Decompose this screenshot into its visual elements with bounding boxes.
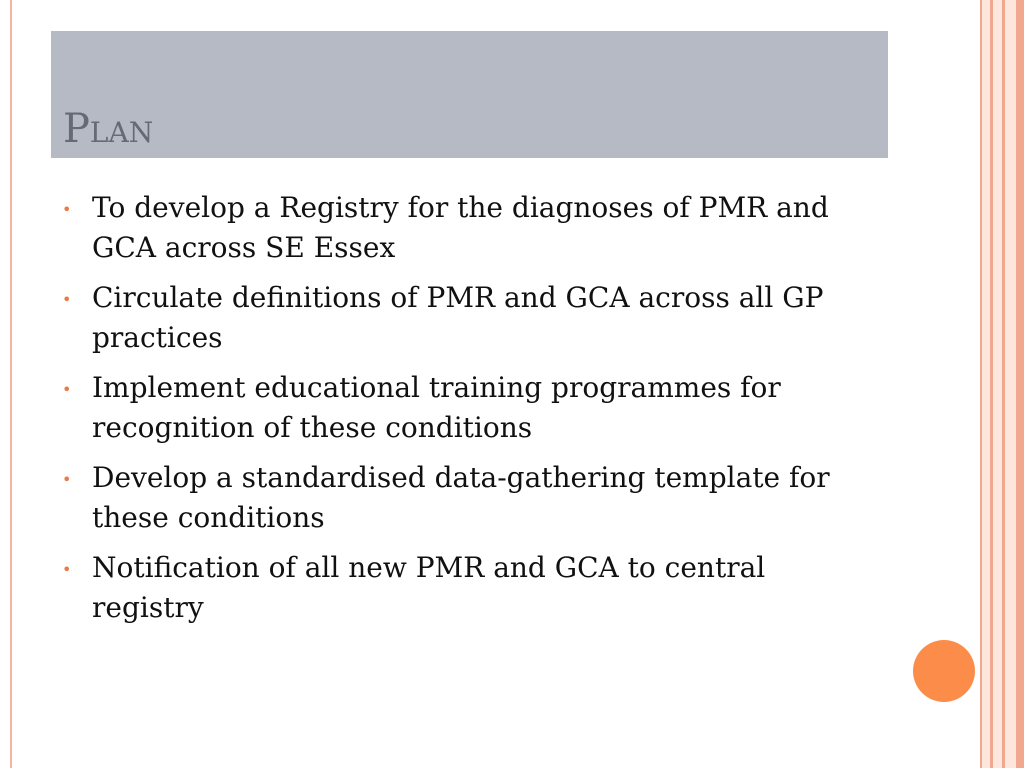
right-decorative-stripes	[980, 0, 1024, 768]
bullet-item	[62, 188, 882, 268]
slide-title: Plan	[63, 106, 154, 152]
bullet-item	[62, 548, 882, 628]
left-border-rule	[10, 0, 12, 768]
bullet-text: To develop a Registry for the diagnoses of PMR and GCA across SE Essex	[92, 191, 829, 264]
bullet-text: Implement educational training programmes for recognition of these conditions	[92, 371, 781, 444]
bullet-icon: •	[62, 200, 72, 219]
title-band	[51, 31, 888, 158]
bullet-icon: •	[62, 290, 72, 309]
stripe	[990, 0, 993, 768]
bullet-icon: •	[62, 470, 72, 489]
stripe	[1016, 0, 1024, 768]
orange-circle-decoration	[913, 640, 975, 702]
bullet-icon: •	[62, 560, 72, 579]
stripe	[980, 0, 982, 768]
bullet-text: Circulate definitions of PMR and GCA across all GP practices	[92, 281, 824, 354]
bullet-text: Notification of all new PMR and GCA to central registry	[92, 551, 766, 624]
bullet-item	[62, 458, 882, 538]
bullet-item	[62, 278, 882, 358]
stripe	[1002, 0, 1005, 768]
bullet-icon: •	[62, 380, 72, 399]
bullet-list	[62, 188, 882, 638]
bullet-text: Develop a standardised data-gathering template for these conditions	[92, 461, 830, 534]
bullet-item	[62, 368, 882, 448]
